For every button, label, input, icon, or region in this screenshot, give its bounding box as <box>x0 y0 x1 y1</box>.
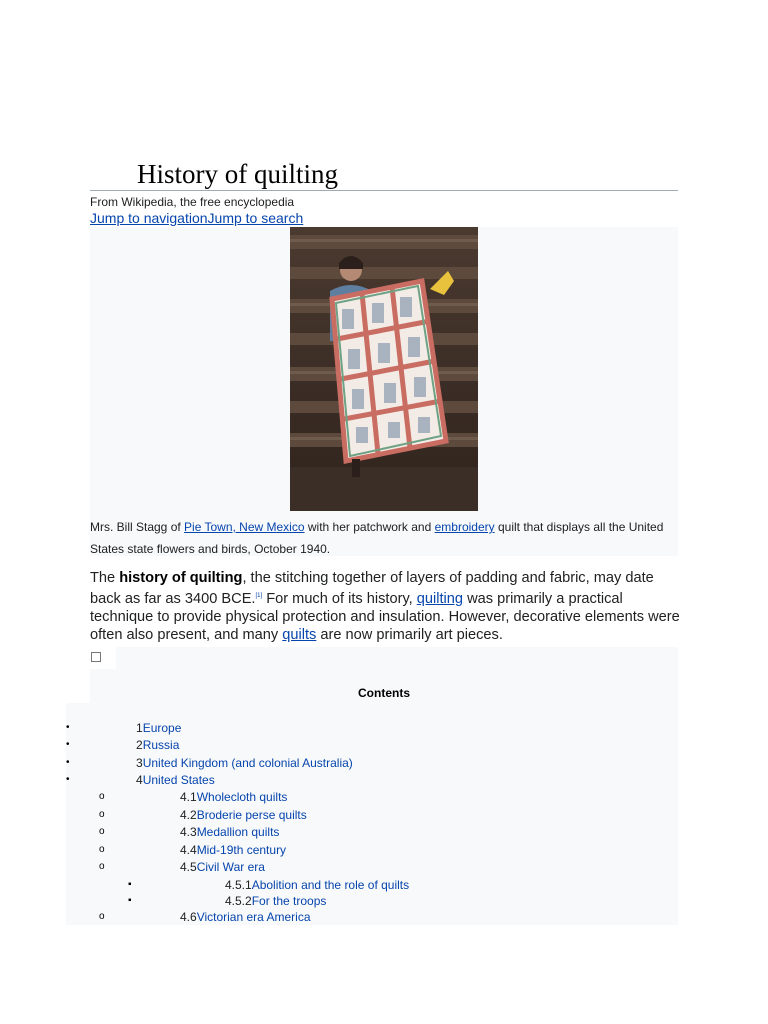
toc-bullet: o <box>99 844 105 855</box>
toc-item-label[interactable]: Victorian era America <box>196 910 311 924</box>
citation-1-link[interactable]: [1] <box>255 593 263 599</box>
toc-item-number: 2 <box>136 738 143 752</box>
toc-bullet: • <box>66 757 70 768</box>
title-divider <box>90 190 678 191</box>
lead-bold-term: history of quilting <box>119 570 243 586</box>
toc-item-number: 4.6 <box>180 910 197 924</box>
toc-bullet: o <box>99 826 105 837</box>
toc-item[interactable] <box>136 737 179 753</box>
toc-item-number: 4.3 <box>180 825 197 839</box>
toc-item[interactable] <box>225 893 326 909</box>
toc-item-label[interactable]: For the troops <box>251 894 327 908</box>
toc-item-number: 4.5.1 <box>225 878 252 892</box>
toc-item[interactable] <box>225 877 409 893</box>
toc-item-number: 4.5.2 <box>225 894 252 908</box>
toc-item-label[interactable]: Mid-19th century <box>196 843 287 857</box>
lead-text: was primarily a practical technique to provide physical protection and insulation. However, decorative elements were often also present, and many <box>90 590 680 643</box>
toc-item-number: 4 <box>136 773 143 787</box>
caption-text: Mrs. Bill Stagg of <box>90 520 185 534</box>
toc-item[interactable] <box>180 789 287 805</box>
toc-item[interactable] <box>136 755 353 771</box>
toc-bullet: • <box>66 774 70 785</box>
jump-to-navigation-link[interactable]: Jump to navigation <box>90 210 208 226</box>
toc-item-number: 3 <box>136 756 143 770</box>
lead-text: , the stitching together of layers of padding and fabric, may date back as far as 3400 BCE. <box>90 570 654 607</box>
toc-item[interactable] <box>180 807 307 823</box>
toc-bullet: • <box>66 739 70 750</box>
toc-item[interactable] <box>136 772 215 788</box>
toc-item-label[interactable]: Broderie perse quilts <box>196 808 307 822</box>
jump-to-search-link[interactable]: Jump to search <box>207 210 304 226</box>
toc-item-label[interactable]: Europe <box>142 721 182 735</box>
toc-item-label[interactable]: Russia <box>142 738 180 752</box>
toc-bullet: ▪ <box>128 895 132 906</box>
toc-item[interactable] <box>180 859 265 875</box>
toc-item-number: 4.5 <box>180 860 197 874</box>
figure-caption <box>90 516 676 560</box>
quilting-link[interactable]: quilting <box>416 590 464 607</box>
caption-text: quilt that displays all the United States state flowers and birds, October 1940. <box>90 520 664 556</box>
toc-bullet: o <box>99 861 105 872</box>
lead-paragraph <box>90 569 680 644</box>
toc-item-number: 4.1 <box>180 790 197 804</box>
toc-item[interactable] <box>180 824 279 840</box>
quilt-photo-image <box>290 227 478 511</box>
lead-text: For much of its history, <box>262 590 417 607</box>
quilt-photo[interactable] <box>290 227 478 511</box>
toc-item-label[interactable]: Civil War era <box>196 860 265 874</box>
toc-bullet: o <box>99 809 105 820</box>
toc-item-label[interactable]: United Kingdom (and colonial Australia) <box>142 756 353 770</box>
toc-item[interactable] <box>136 720 181 736</box>
pie-town-link[interactable]: Pie Town, New Mexico <box>184 520 305 534</box>
toc-toggle-checkbox[interactable] <box>91 652 101 662</box>
quilts-link[interactable]: quilts <box>282 626 317 643</box>
embroidery-link[interactable]: embroidery <box>434 520 495 534</box>
caption-text: with her patchwork and <box>304 520 435 534</box>
toc-bullet: ▪ <box>128 879 132 890</box>
page-title: History of quilting <box>137 159 338 189</box>
toc-item-label[interactable]: Abolition and the role of quilts <box>251 878 410 892</box>
toc-item[interactable] <box>180 842 286 858</box>
jump-links <box>90 210 303 226</box>
toc-item[interactable] <box>180 909 311 925</box>
toc-item-number: 1 <box>136 721 143 735</box>
toc-item-label[interactable]: Medallion quilts <box>196 825 280 839</box>
toc-item-label[interactable]: Wholecloth quilts <box>196 790 288 804</box>
toc-bullet: o <box>99 911 105 922</box>
tagline: From Wikipedia, the free encyclopedia <box>90 195 295 209</box>
toc-bullet: • <box>66 722 70 733</box>
toc-title: Contents <box>358 686 410 700</box>
lead-text: The <box>90 570 120 586</box>
toc-item-number: 4.4 <box>180 843 197 857</box>
toc-bullet: o <box>99 791 105 802</box>
toc-item-label[interactable]: United States <box>142 773 215 787</box>
lead-text: are now primarily art pieces. <box>316 626 503 643</box>
toc-item-number: 4.2 <box>180 808 197 822</box>
